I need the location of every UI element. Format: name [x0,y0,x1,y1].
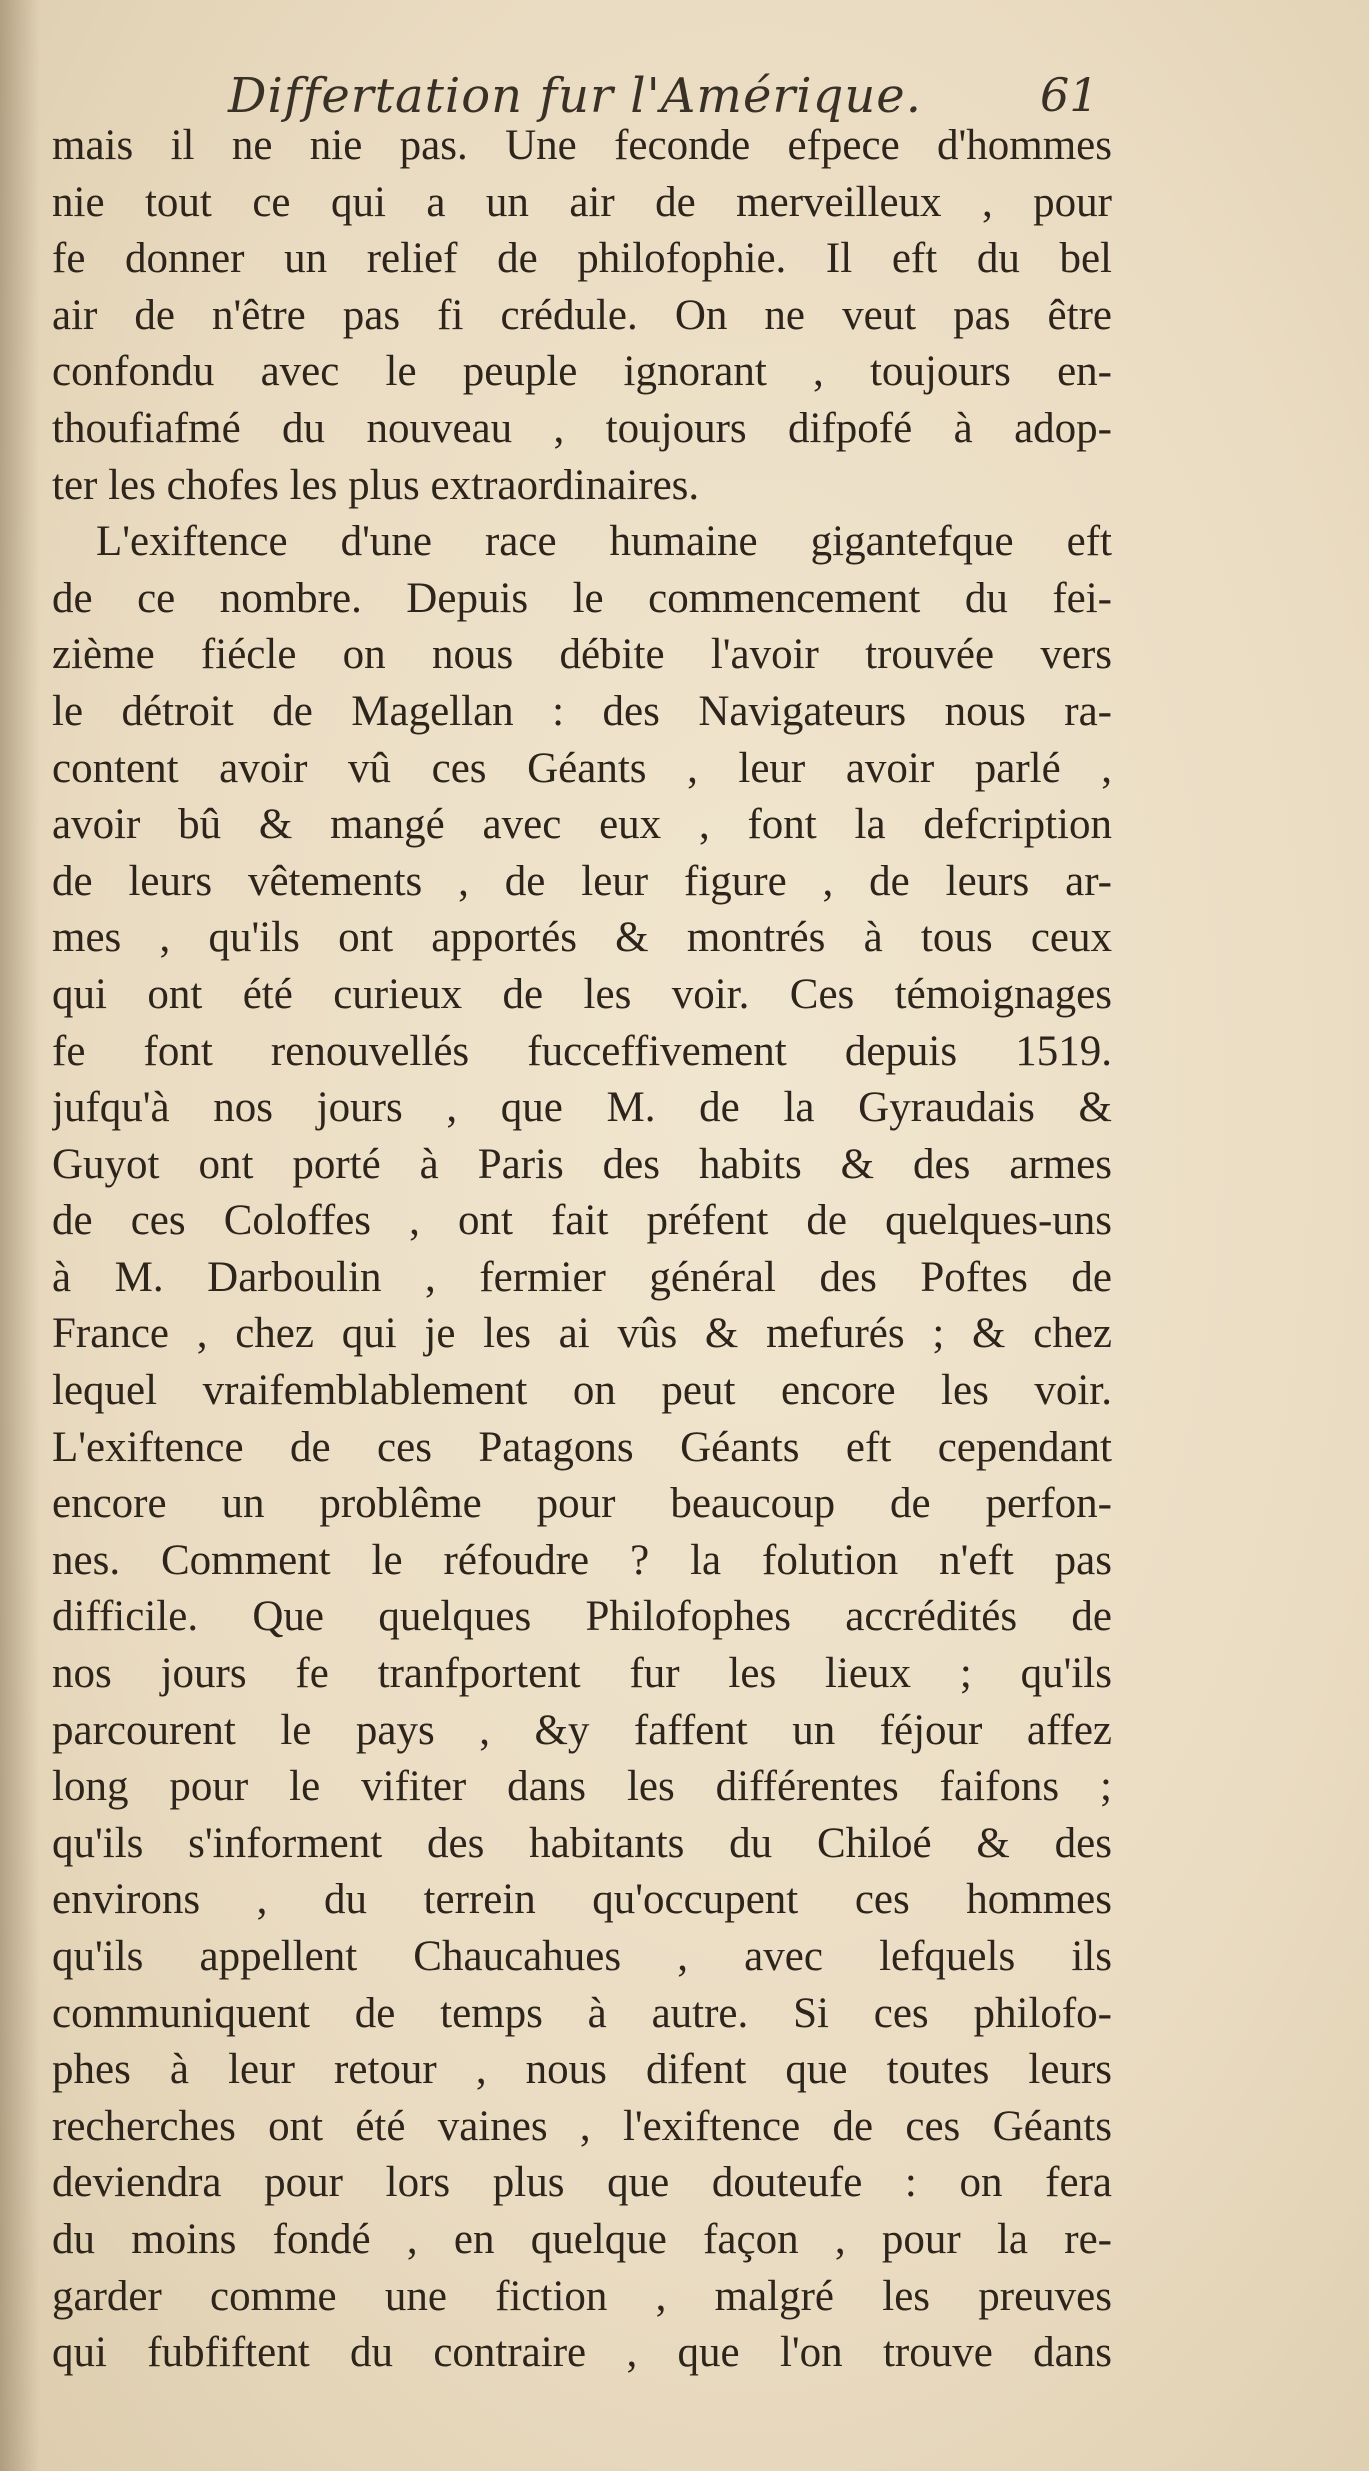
text-line: nos jours fe tranfportent fur les lieux ; qu'ils [52,1650,1112,1698]
text-line: Guyot ont porté à Paris des habits & des armes [52,1140,1112,1188]
text-line: phes à leur retour , nous difent que toutes leurs [52,2046,1112,2094]
text-line: qui ont été curieux de les voir. Ces témoignages [52,970,1112,1018]
text-line: L'exiftence d'une race humaine gigantefque eft [96,518,1112,566]
text-line: avoir bû & mangé avec eux , font la defcription [52,801,1112,849]
text-line: qu'ils s'informent des habitants du Chiloé & des [52,1819,1112,1867]
text-line: mais il ne nie pas. Une feconde efpece d'hommes [52,122,1112,169]
text-line: communiquent de temps à autre. Si ces philofo- [52,1989,1112,2037]
text-line: qui fubfiftent du contraire , que l'on trouve dans [52,2329,1112,2377]
text-line: mes , qu'ils ont apportés & montrés à tous ceux [52,914,1112,962]
text-line: lequel vraifemblablement on peut encore les voir. [52,1367,1112,1415]
text-line: nes. Comment le réfoudre ? la folution n'eft pas [52,1536,1112,1584]
text-line: le détroit de Magellan : des Navigateurs nous ra- [52,687,1112,735]
text-line: environs , du terrein qu'occupent ces hommes [52,1876,1112,1924]
text-line: nie tout ce qui a un air de merveilleux , pour [52,178,1112,226]
text-line: fe donner un relief de philofophie. Il eft du bel [52,235,1112,283]
text-line: encore un problême pour beaucoup de perfon- [52,1480,1112,1528]
text-line: qu'ils appellent Chaucahues , avec lefquels ils [52,1933,1112,1980]
text-line: difficile. Que quelques Philofophes accrédités de [52,1593,1112,1641]
text-line: recherches ont été vaines , l'exiftence de ces Géants [52,2102,1112,2150]
text-line: confondu avec le peuple ignorant , toujours en- [52,348,1112,396]
text-line: de leurs vêtements , de leur figure , de leurs ar- [52,857,1112,905]
text-line: à M. Darboulin , fermier général des Poftes de [52,1253,1112,1301]
running-title: Differtation fur l'Amérique. [228,68,922,124]
text-line: jufqu'à nos jours , que M. de la Gyraudais & [52,1084,1112,1132]
binding-gutter-shadow [0,0,40,2471]
text-line: de ce nombre. Depuis le commencement du fei- [52,574,1112,622]
text-line: garder comme une fiction , malgré les preuves [52,2272,1112,2320]
body-text [52,118,1112,2382]
text-line: air de n'être pas fi crédule. On ne veut pas être [52,291,1112,339]
text-line: du moins fondé , en quelque façon , pour la re- [52,2215,1112,2263]
text-line: deviendra pour lors plus que douteufe : on fera [52,2159,1112,2207]
text-line: fe font renouvellés fucceffivement depuis 1519. [52,1027,1112,1075]
page-number: 61 [1040,68,1099,122]
text-line: zième fiécle on nous débite l'avoir trouvée vers [52,631,1112,679]
text-line: thoufiafmé du nouveau , toujours difpofé à adop- [52,404,1112,452]
text-line: long pour le vifiter dans les différentes faifons ; [52,1763,1112,1811]
text-line: France , chez qui je les ai vûs & mefurés ; & chez [52,1310,1112,1358]
text-line: content avoir vû ces Géants , leur avoir parlé , [52,744,1112,792]
text-line: de ces Coloffes , ont fait préfent de quelques-uns [52,1197,1112,1245]
text-line: ter les chofes les plus extraordinaires. [52,461,700,509]
text-line: parcourent le pays , &y faffent un féjour affez [52,1706,1112,1754]
text-line: L'exiftence de ces Patagons Géants eft cependant [52,1423,1112,1471]
